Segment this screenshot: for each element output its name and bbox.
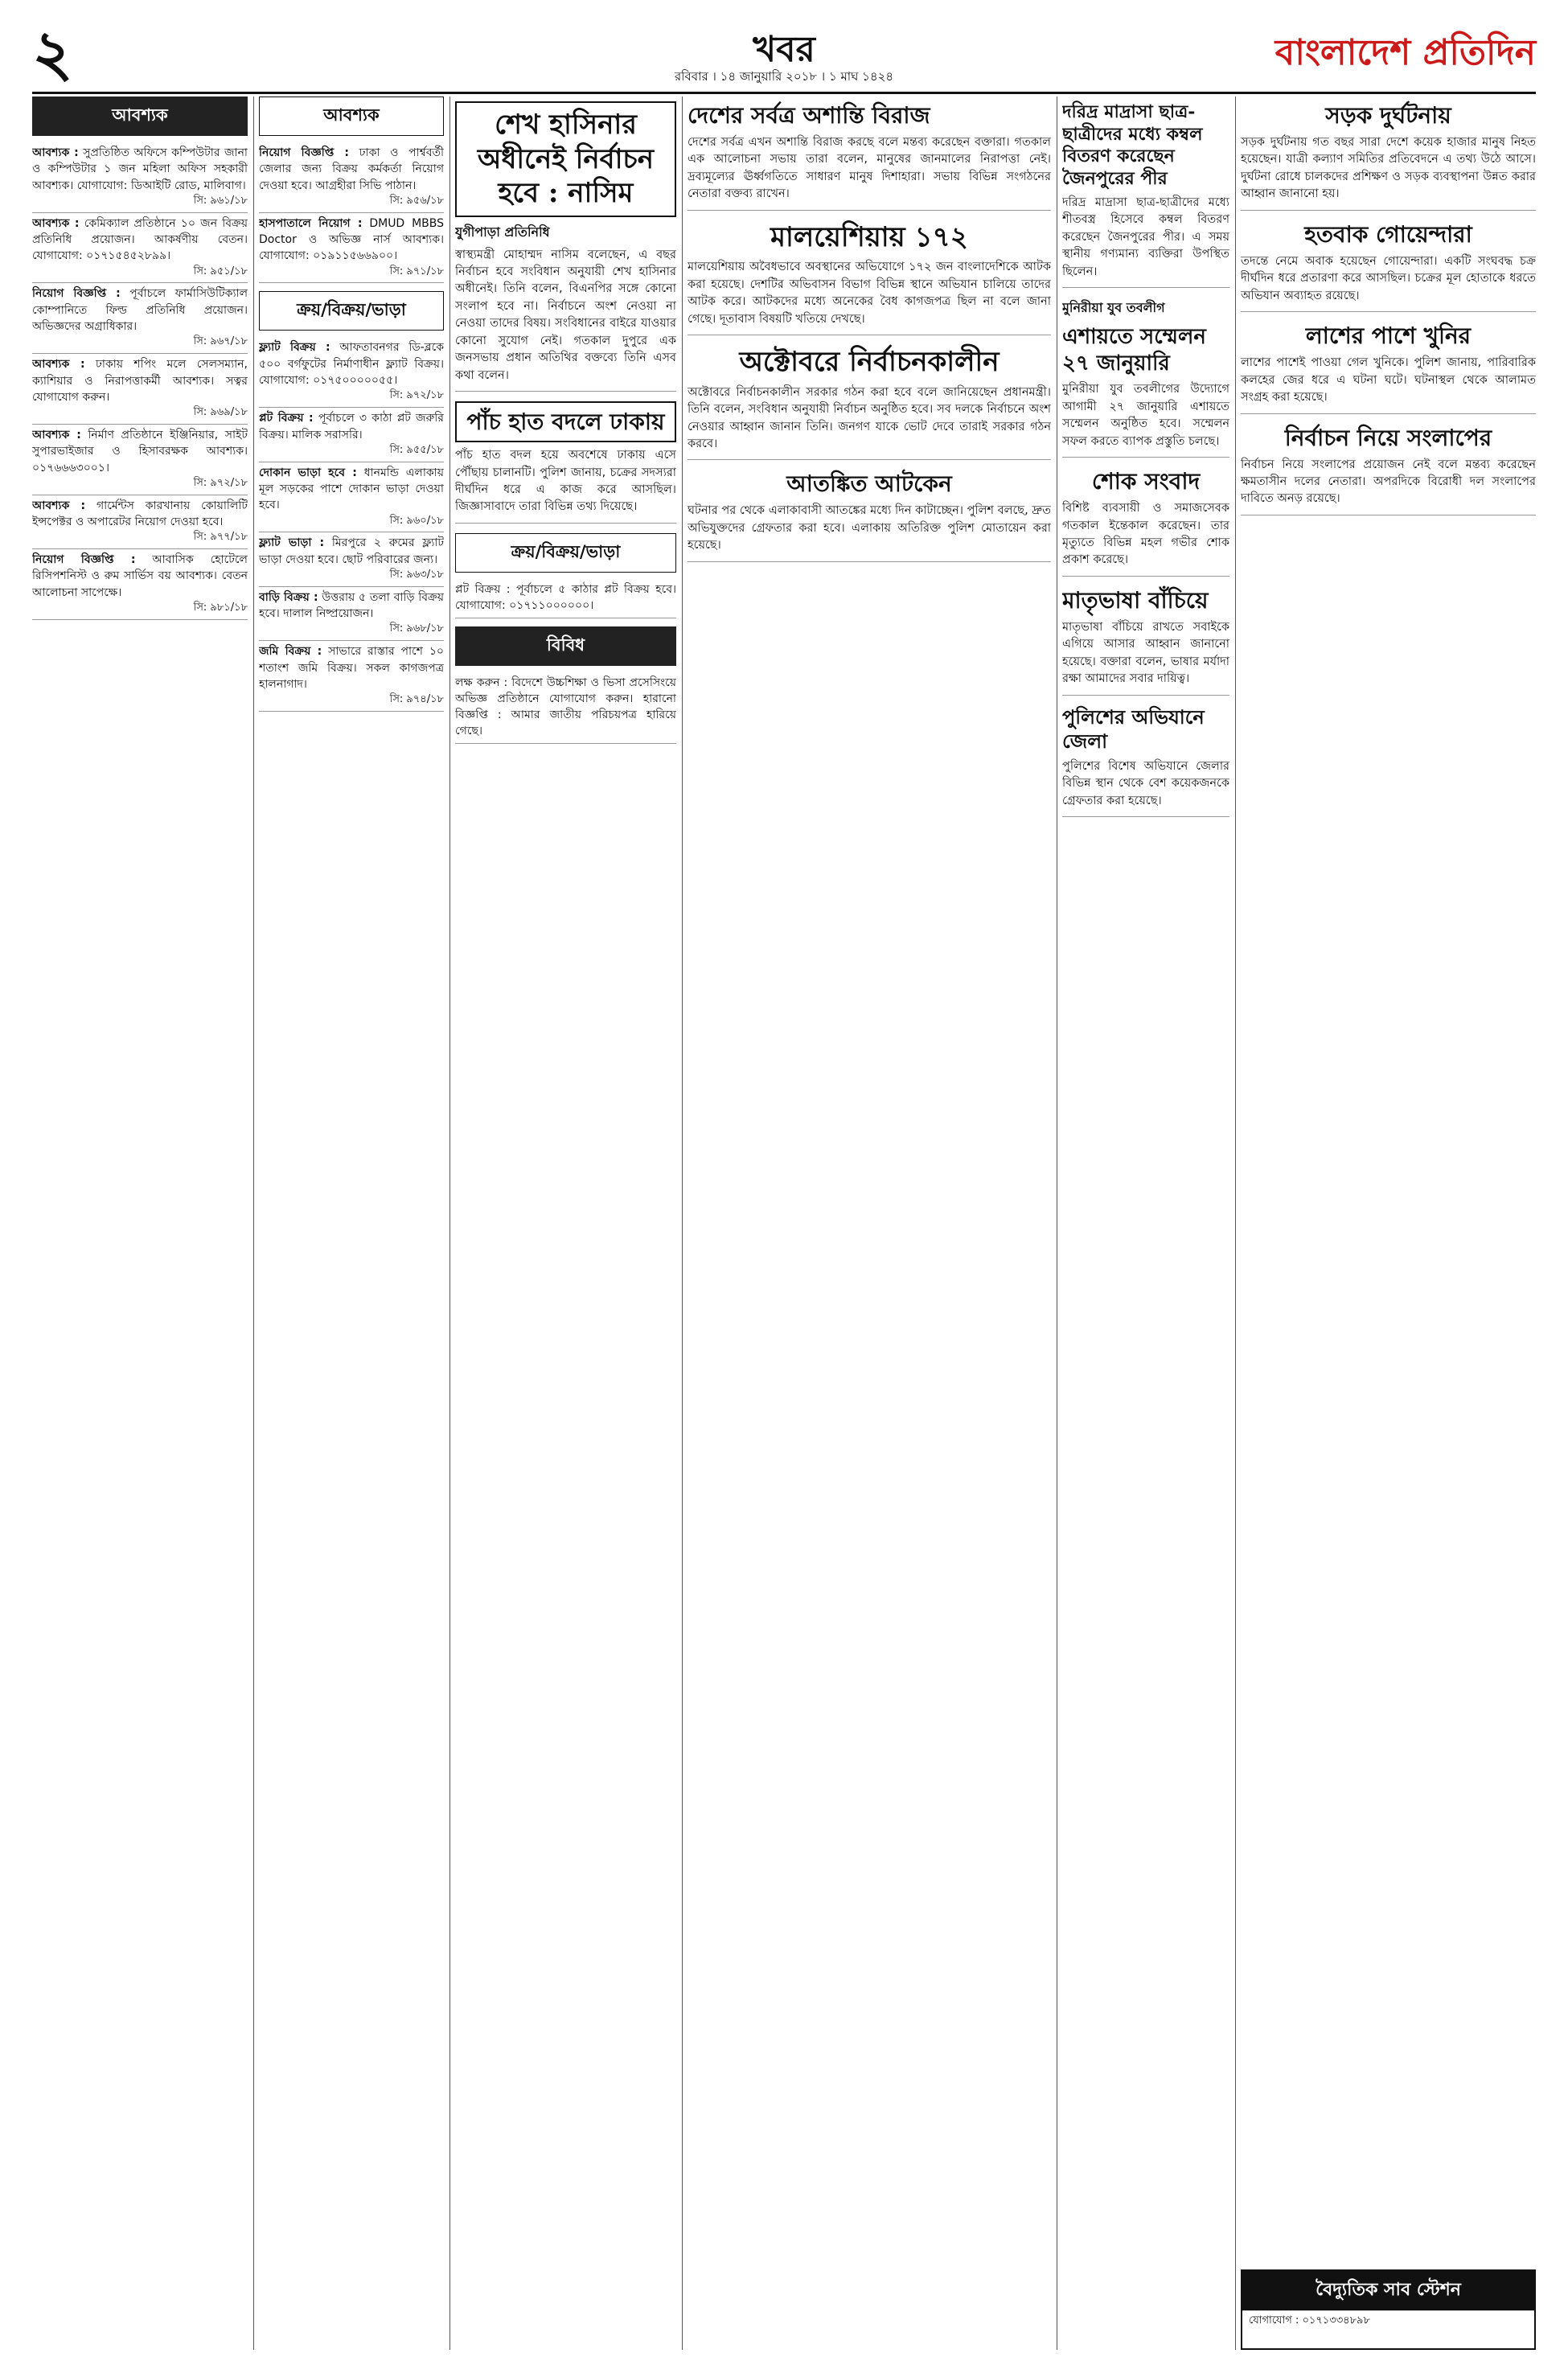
story-headline: পুলিশের অভিযানে জেলা [1062,704,1205,753]
classified-ad [259,641,444,712]
story [1241,220,1536,312]
story-body: স্বাস্থ্যমন্ত্রী মোহাম্মদ নাসিম বলেছেন, এ বছর নির্বাচন হবে সংবিধান অনুযায়ী শেখ হাসিনার অধীনেই। তিনি বলেন, বিএনপির সঙ্গে কোনো সংলাপ হবে না। নির্বাচনে অংশ নেওয়া না নেওয়া তাদের বিষয়। সংবিধানের বাইরে যাওয়ার কোনো সুযোগ নেই। গতকাল দুপুরে এক জনসভায় প্রধান অতিথির বক্তব্যে তিনি এসব কথা বলেন। [455,248,676,382]
story-headline: মাতৃভাষা বাঁচিয়ে [1062,586,1209,614]
ad-code: সি: ৯৭২/১৮ [193,476,248,489]
story-body: দেশের সর্বত্র এখন অশান্তি বিরাজ করছে বলে মন্তব্য করেছেন বক্তারা। গতকাল এক আলোচনা সভায় তারা বলেন, মানুষের জানমালের নিরাপত্তা নেই। দ্রব্যমূল্যের ঊর্ধ্বগতিতে সাধারণ মানুষ দিশাহারা। সভায় বিভিন্ন সংগঠনের নেতারা বক্তব্য রাখেন। [688,136,1051,201]
ad-code: সি: ৯৭১/১৮ [389,265,444,277]
columns [32,97,1536,2350]
story-body: সড়ক দুর্ঘটনায় গত বছর সারা দেশে কয়েক হাজার মানুষ নিহত হয়েছেন। যাত্রী কল্যাণ সমিতির প্রতিবেদনে এ তথ্য উঠে আসে। দুর্ঘটনা রোধে চালকদের প্রশিক্ষণ ও সড়ক ব্যবস্থাপনা উন্নত করার আহ্বান জানানো হয়। [1241,136,1536,201]
ad-text: ঢাকায় শপিং মলে সেলসম্যান, ক্যাশিয়ার ও নিরাপত্তাকর্মী আবশ্যক। সত্বর যোগাযোগ করুন। [32,358,248,404]
ad-text: ঢাকা ও পার্শ্ববর্তী জেলার জন্য বিক্রয় কর্মকর্তা নিয়োগ দেওয়া হবে। আগ্রহীরা সিভি পাঠান। [259,146,444,192]
ad-lead: প্লট বিক্রয় : [259,412,314,425]
story [1241,424,1536,515]
classifieds-column-2 [259,97,444,2350]
story-headline: হতবাক গোয়েন্দারা [1304,220,1472,248]
classified-ad [259,337,444,408]
byline: যুগীপাড়া প্রতিনিধি [455,224,550,240]
ad-code: সি: ৯৫৬/১৮ [389,194,444,207]
classified-ad [32,213,248,284]
story-body: তদন্তে নেমে অবাক হয়েছেন গোয়েন্দারা। একটি সংঘবদ্ধ চক্র দীর্ঘদিন ধরে প্রতারণা করে আসছিল। চক্রের মূল হোতাকে ধরতে অভিযান অব্যাহত রয়েছে। [1241,254,1536,302]
story-headline: সড়ক দুর্ঘটনায় [1325,102,1451,129]
ad-lead: নিয়োগ বিজ্ঞপ্তি : [32,553,136,567]
ad-lead: বাড়ি বিক্রয় : [259,590,318,604]
classified-heading: আবশ্যক [32,97,248,136]
classified-list [259,142,444,283]
ad-lead: নিয়োগ বিজ্ঞপ্তি : [259,146,349,159]
story-headline: মালয়েশিয়ায় ১৭২ [770,220,968,253]
story [1062,586,1229,696]
ad-text: সুপ্রতিষ্ঠিত অফিসে কম্পিউটার জানা ও কম্পিউটার ১ জন মহিলা অফিস সহকারী আবশ্যক। যোগাযোগ: ডিআইটি রোড, মালিবাগ। [32,146,248,192]
story-body: পুলিশের বিশেষ অভিযানে জেলার বিভিন্ন স্থান থেকে বেশ কয়েকজনকে গ্রেফতার করা হয়েছে। [1062,759,1229,807]
story-headline: পাঁচ হাত বদলে ঢাকায় [455,401,676,442]
ad-text: নির্মাণ প্রতিষ্ঠানে ইঞ্জিনিয়ার, সাইট সুপারভাইজার ও হিসাবরক্ষক আবশ্যক। ০১৭৬৬৬৩০০১। [32,428,248,474]
classified-ad [32,495,248,549]
story [1062,705,1229,817]
story-headline: আতঙ্কিত আটকেন [786,470,952,498]
story-headline: নির্বাচন নিয়ে সংলাপের [1284,424,1492,451]
ad-lead: ফ্ল্যাট ভাড়া : [259,536,325,550]
ad-text: উত্তরায় ৫ তলা বাড়ি বিক্রয় হবে। দালাল নিষ্প্রয়োজন। [259,590,444,621]
kicker: মুনিরীয়া যুব তবলীগ [1062,300,1165,316]
story-headline: শোক সংবাদ [1091,468,1201,495]
ad-lead: আবশ্যক : [32,499,86,512]
ad-code: সি: ৯৬১/১৮ [193,194,248,207]
ad-code: সি: ৯৬০/১৮ [389,514,444,527]
classified-ad [32,283,248,354]
story-body: মালয়েশিয়ায় অবৈধভাবে অবস্থানের অভিযোগে ১৭২ জন বাংলাদেশিকে আটক করা হয়েছে। দেশটির অভিবাসন বিভাগ বিভিন্ন স্থানে অভিযান চালিয়ে তাদের আটক করে। আটকদের মধ্যে অনেকের বৈধ কাগজপত্র ছিল না বলে জানা গেছে। দূতাবাস বিষয়টি খতিয়ে দেখছে। [688,261,1051,326]
classified-ad [259,587,444,641]
misc-heading: বিবিধ [455,626,676,666]
classified-ad [259,462,444,533]
ad-lead: আবশ্যক : [32,216,80,230]
story-body: নির্বাচন নিয়ে সংলাপের প্রয়োজন নেই বলে মন্তব্য করেছেন ক্ষমতাসীন দলের নেতারা। অপরদিকে বিরোধী দল সংলাপের দাবিতে অনড় রয়েছে। [1241,458,1536,506]
story [455,401,676,524]
page-number: ২ [32,17,73,90]
ad-text: DMUD MBBS Doctor ও অভিজ্ঞ নার্স আবশ্যক। যোগাযোগ: ০১৯১১৫৬৬৯০০। [259,216,444,263]
section-title: খবর [753,29,815,70]
classified-ad [259,213,444,284]
story [1241,322,1536,413]
classified-list [32,142,248,620]
classified-ad [259,142,444,213]
ad-code: সি: ৯৭৭/১৮ [193,531,248,544]
story-body: পাঁচ হাত বদল হয়ে অবশেষে ঢাকায় এসে পৌঁছায় চালানটি। পুলিশ জানায়, চক্রের সদস্যরা দীর্ঘদিন ধরে এ কাজ করে আসছিল। জিজ্ঞাসাবাদে তারা বিভিন্ন তথ্য দিয়েছে। [455,449,676,514]
ad-text: পূর্বাচলে ৩ কাঠা প্লট জরুরি বিক্রয়। মালিক সরাসরি। [259,412,444,442]
story [1062,298,1229,458]
classifieds-column-1 [32,97,248,2350]
ad-text: সাভারে রাস্তার পাশে ১০ শতাংশ জমি বিক্রয়। সকল কাগজপত্র হালনাগাদ। [259,645,444,691]
story [1062,467,1229,577]
story-body: লাশের পাশেই পাওয়া গেল খুনিকে। পুলিশ জানায়, পারিবারিক কলহের জের ধরে এ ঘটনা ঘটে। ঘটনাস্থল থেকে আলামত সংগ্রহ করা হয়েছে। [1241,356,1536,405]
ad-lead: আবশ্যক : [32,146,79,159]
story-headline: এশায়তে সম্মেলন ২৭ জানুয়ারি [1062,325,1206,376]
news-column-3 [455,97,676,2350]
classified-ad [32,354,248,425]
ad-code: সি: ৯৮১/১৮ [193,602,248,614]
story-headline: অক্টোবরে নির্বাচনকালীন [739,346,999,379]
ad-text: মিরপুরে ২ রুমের ফ্ল্যাট ভাড়া দেওয়া হবে। ছোট পরিবারের জন্য। [259,536,444,566]
masthead [32,18,1536,94]
classified-ad: প্লট বিক্রয় : পূর্বাচলে ৫ কাঠার প্লট বিক্রয় হবে। যোগাযোগ: ০১৭১১০০০০০০। [455,579,676,618]
classified-ad [32,549,248,620]
story-body: বিশিষ্ট ব্যবসায়ী ও সমাজসেবক গতকাল ইন্তেকাল করেছেন। তার মৃত্যুতে বিভিন্ন মহল গভীর শোক প্রকাশ করেছে। [1062,502,1229,567]
story-headline: দরিদ্র মাদ্রাসা ছাত্র-ছাত্রীদের মধ্যে কম্বল বিতরণ করেছেন জৈনপুরের পীর [1062,101,1203,189]
ad-code: সি: ৯৫১/১৮ [193,265,248,277]
ad-lead: আবশ্যক : [32,428,81,442]
ad-lead: নিয়োগ বিজ্ঞপ্তি : [32,287,121,301]
story [688,345,1051,460]
story [1241,101,1536,211]
classified-heading: আবশ্যক [259,97,444,136]
story [688,470,1051,561]
ad-code: সি: ৯৬৮/১৮ [389,622,444,635]
ad-text: পূর্বাচলে ফার্মাসিউটিক্যাল কোম্পানিতে ফিল্ড প্রতিনিধি প্রয়োজন। অভিজ্ঞদের অগ্রাধিকার। [32,287,248,334]
classified-ad [32,425,248,495]
news-column-6 [1241,97,1536,2350]
ad-lead: দোকান ভাড়া হবে : [259,466,357,479]
brand-logo: বাংলাদেশ প্রতিদিন [1275,32,1536,73]
sale-heading: ক্রয়/বিক্রয়/ভাড়া [259,291,444,331]
ad-lead: জমি বিক্রয় : [259,645,322,659]
ad-lead: হাসপাতালে নিয়োগ : [259,216,363,230]
story-headline: দেশের সর্বত্র অশান্তি বিরাজ [688,102,930,129]
story-body: মাতৃভাষা বাঁচিয়ে রাখতে সবাইকে এগিয়ে আসার আহ্বান জানানো হয়েছে। বক্তারা বলেন, ভাষার মর্যাদা রক্ষা আমাদের সবার দায়িত্ব। [1062,620,1229,686]
classified-ad [259,408,444,462]
ad-code: সি: ৯৭২/১৮ [389,389,444,402]
story-body: দরিদ্র মাদ্রাসা ছাত্র-ছাত্রীদের মধ্যে শীতবস্ত্র হিসেবে কম্বল বিতরণ করেছেন জৈনপুরের পীর। এ সময় স্থানীয় গণ্যমান্য ব্যক্তিরা উপস্থিত ছিলেন। [1062,196,1229,278]
ad-lead: আবশ্যক : [32,358,85,372]
ad-title: বৈদ্যুতিক সাব স্টেশন [1242,2271,1534,2310]
ad-code: সি: ৯৬৩/১৮ [389,568,444,581]
ad-code: সি: ৯৬৯/১৮ [193,406,248,419]
story-body: ঘটনার পর থেকে এলাকাবাসী আতঙ্কের মধ্যে দিন কাটাচ্ছেন। পুলিশ বলছে, দ্রুত অভিযুক্তদের গ্রেফতার করা হবে। এলাকায় অতিরিক্ত পুলিশ মোতায়েন করা হয়েছে। [688,504,1051,552]
dateline: রবিবার । ১৪ জানুয়ারি ২০১৮ । ১ মাঘ ১৪২৪ [674,69,894,84]
classified-ad [32,142,248,213]
ad-code: সি: ৯৬৭/১৮ [193,335,248,348]
story [688,101,1051,211]
story-headline: লাশের পাশে খুনির [1305,322,1472,350]
ad-text: আফতাবনগর ডি-ব্লকে ৫০০ বর্গফুটের নির্মাণাধীন ফ্ল্যাট বিক্রয়। যোগাযোগ: ০১৭৫০০০০০৫৫। [259,341,444,388]
news-column-4 [688,97,1051,2350]
ad-text: আবাসিক হোটেলে রিসিপশনিস্ট ও রুম সার্ভিস বয় আবশ্যক। বেতন আলোচনা সাপেক্ষে। [32,553,248,599]
ad-text: গার্মেন্টস কারখানায় কোয়ালিটি ইন্সপেক্টর ও অপারেটর নিয়োগ দেওয়া হবে। [32,499,248,528]
story-body: অক্টোবরে নির্বাচনকালীন সরকার গঠন করা হবে বলে জানিয়েছেন প্রধানমন্ত্রী। তিনি বলেন, সংবিধান অনুযায়ী নির্বাচন অনুষ্ঠিত হবে। সব দলকে নির্বাচনে অংশ নেওয়ার আহ্বান জানান তিনি। জনগণ যাকে ভোট দেবে তারাই সরকার গঠন করবে। [688,385,1051,450]
classified-ad: লক্ষ করুন : বিদেশে উচ্চশিক্ষা ও ভিসা প্রসেসিংয়ে অভিজ্ঞ প্রতিষ্ঠানে যোগাযোগ করুন। হারানো বিজ্ঞপ্তি : আমার জাতীয় পরিচয়পত্র হারিয়ে গেছে। [455,672,676,744]
sale-heading: ক্রয়/বিক্রয়/ভাড়া [455,533,676,573]
story [1062,101,1229,288]
news-column-5 [1062,97,1229,2350]
lead-story [455,101,676,392]
ad-code: সি: ৯৭৪/১৮ [389,693,444,706]
ad-text: কেমিক্যাল প্রতিষ্ঠানে ১০ জন বিক্রয় প্রতিনিধি প্রয়োজন। আকর্ষণীয় বেতন। যোগাযোগ: ০১৭১৫৪৫২৮৯৯। [32,216,248,263]
sale-list [259,337,444,712]
story [688,220,1051,335]
ad-lead: ফ্ল্যাট বিক্রয় : [259,341,330,355]
ad-body: যোগাযোগ : ০১৭১৩৩৪৮৯৮ [1249,2314,1370,2327]
lead-headline: শেখ হাসিনার অধীনেই নির্বাচন হবে : নাসিম [455,101,676,217]
station-advertisement [1241,2269,1536,2350]
story-body: মুনিরীয়া যুব তবলীগের উদ্যোগে আগামী ২৭ জানুয়ারি এশায়তে সম্মেলন অনুষ্ঠিত হবে। সম্মেলন সফল করতে ব্যাপক প্রস্তুতি চলছে। [1062,383,1229,448]
ad-code: সি: ৯৫৫/১৮ [389,443,444,456]
classified-ad [259,532,444,586]
ad-text: ধানমন্ডি এলাকায় মূল সড়কের পাশে দোকান ভাড়া দেওয়া হবে। [259,466,444,512]
